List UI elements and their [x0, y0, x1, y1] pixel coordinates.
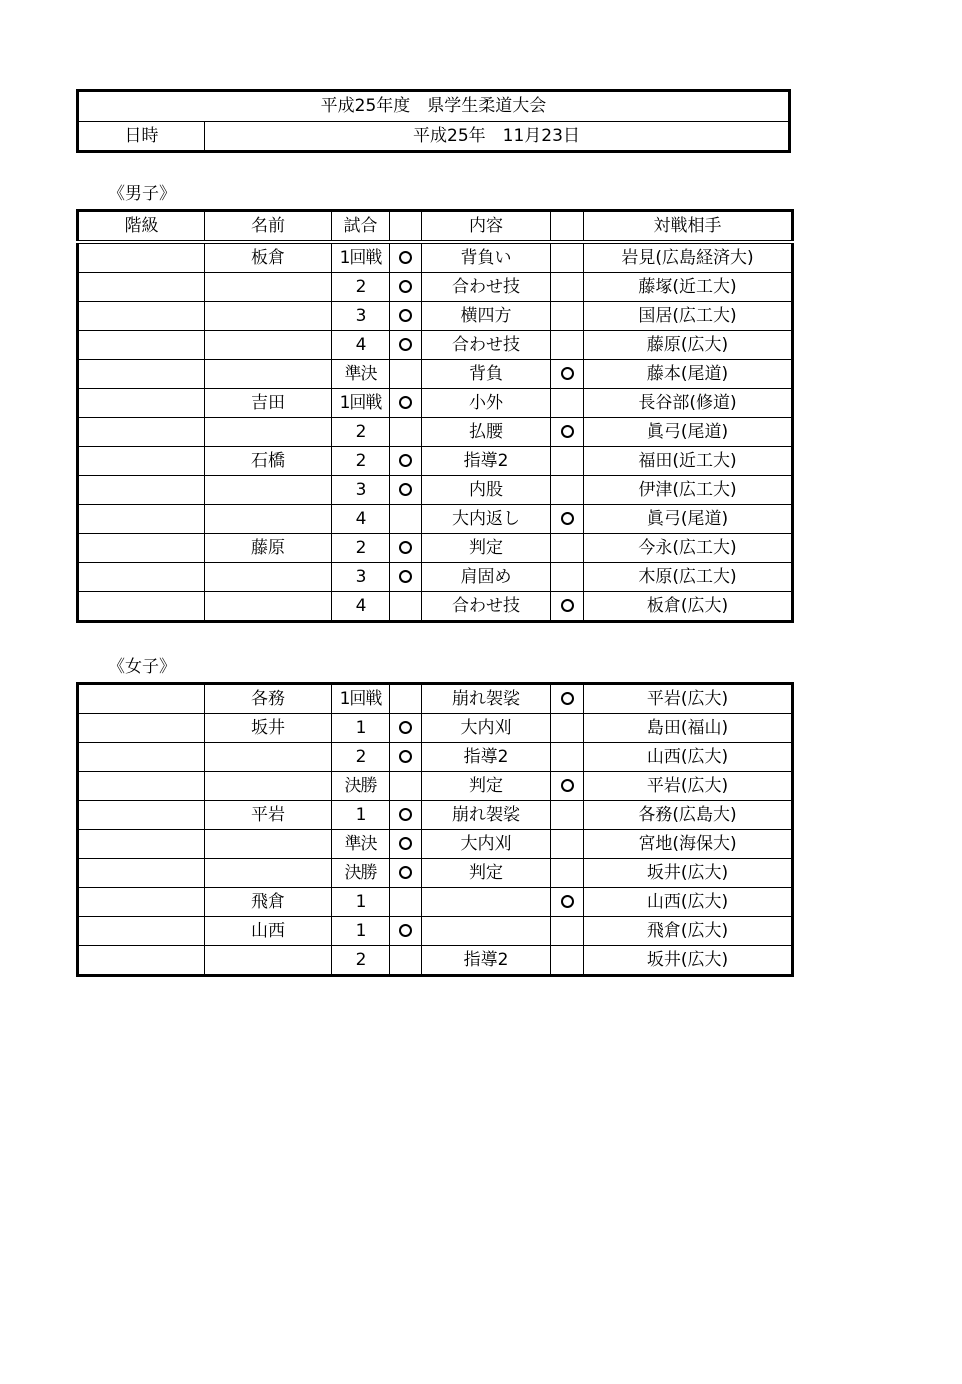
name-cell [205, 476, 332, 505]
circle-mark-icon [399, 866, 412, 879]
opponent-cell: 藤原(広大) [584, 331, 793, 360]
name-cell: 平岩 [205, 801, 332, 830]
lose-mark-cell [551, 563, 584, 592]
men-section-label: 《男子》 [108, 184, 176, 204]
event-title: 平成25年度 県学生柔道大会 [78, 91, 790, 122]
win-mark-cell [390, 302, 422, 331]
lose-mark-cell [551, 743, 584, 772]
table-row [78, 418, 793, 447]
match-cell: 4 [332, 505, 390, 534]
name-cell [205, 743, 332, 772]
table-row [78, 859, 793, 888]
win-mark-cell [390, 505, 422, 534]
match-cell: 1 [332, 888, 390, 917]
circle-mark-icon [561, 779, 574, 792]
win-mark-cell [390, 684, 422, 714]
opponent-cell: 眞弓(尾道) [584, 505, 793, 534]
opponent-cell: 宮地(海保大) [584, 830, 793, 859]
circle-mark-icon [399, 570, 412, 583]
name-cell [205, 859, 332, 888]
class-cell [78, 505, 205, 534]
circle-mark-icon [399, 454, 412, 467]
win-mark-cell [390, 946, 422, 976]
win-mark-cell [390, 592, 422, 622]
table-row [78, 273, 793, 302]
table-row [78, 331, 793, 360]
technique-cell: 判定 [422, 772, 551, 801]
opponent-cell: 木原(広工大) [584, 563, 793, 592]
class-cell [78, 534, 205, 563]
opponent-cell: 坂井(広大) [584, 946, 793, 976]
technique-cell: 肩固め [422, 563, 551, 592]
table-row [78, 946, 793, 976]
circle-mark-icon [561, 895, 574, 908]
technique-cell: 内股 [422, 476, 551, 505]
lose-mark-cell [551, 888, 584, 917]
class-cell [78, 859, 205, 888]
name-cell [205, 946, 332, 976]
table-row [78, 684, 793, 714]
name-cell [205, 418, 332, 447]
win-mark-cell [390, 743, 422, 772]
name-cell [205, 273, 332, 302]
lose-mark-cell [551, 801, 584, 830]
lose-mark-cell [551, 946, 584, 976]
table-row [78, 242, 793, 273]
circle-mark-icon [399, 924, 412, 937]
table-row [78, 772, 793, 801]
table-row [78, 389, 793, 418]
match-cell: 準決 [332, 360, 390, 389]
opponent-cell: 飛倉(広大) [584, 917, 793, 946]
win-mark-cell [390, 772, 422, 801]
opponent-cell: 平岩(広大) [584, 684, 793, 714]
opponent-cell: 板倉(広大) [584, 592, 793, 622]
technique-cell: 小外 [422, 389, 551, 418]
technique-cell: 合わせ技 [422, 592, 551, 622]
technique-cell: 背負い [422, 242, 551, 273]
opponent-cell: 藤本(尾道) [584, 360, 793, 389]
table-row [78, 714, 793, 743]
class-cell [78, 242, 205, 273]
name-cell: 吉田 [205, 389, 332, 418]
name-cell [205, 772, 332, 801]
lose-mark-cell [551, 331, 584, 360]
table-row [78, 563, 793, 592]
class-cell [78, 714, 205, 743]
table-row [78, 360, 793, 389]
table-row [78, 505, 793, 534]
circle-mark-icon [399, 483, 412, 496]
class-cell [78, 331, 205, 360]
class-cell [78, 888, 205, 917]
technique-cell: 判定 [422, 534, 551, 563]
lose-mark-cell [551, 830, 584, 859]
name-cell [205, 360, 332, 389]
col-header-win [390, 211, 422, 243]
name-cell: 山西 [205, 917, 332, 946]
name-cell: 藤原 [205, 534, 332, 563]
opponent-cell: 平岩(広大) [584, 772, 793, 801]
event-date-row [78, 122, 790, 152]
match-cell: 2 [332, 946, 390, 976]
class-cell [78, 302, 205, 331]
match-cell: 1回戦 [332, 242, 390, 273]
technique-cell: 背負 [422, 360, 551, 389]
opponent-cell: 岩見(広島経済大) [584, 242, 793, 273]
circle-mark-icon [399, 808, 412, 821]
win-mark-cell [390, 476, 422, 505]
name-cell [205, 563, 332, 592]
opponent-cell: 福田(近工大) [584, 447, 793, 476]
win-mark-cell [390, 389, 422, 418]
technique-cell: 指導2 [422, 946, 551, 976]
opponent-cell: 今永(広工大) [584, 534, 793, 563]
class-cell [78, 772, 205, 801]
technique-cell: 大内刈 [422, 714, 551, 743]
opponent-cell: 島田(福山) [584, 714, 793, 743]
women-results-table [76, 682, 794, 977]
opponent-cell: 長谷部(修道) [584, 389, 793, 418]
table-row [78, 592, 793, 622]
event-header-table [76, 89, 791, 153]
match-cell: 1回戦 [332, 684, 390, 714]
class-cell [78, 476, 205, 505]
circle-mark-icon [399, 280, 412, 293]
lose-mark-cell [551, 389, 584, 418]
lose-mark-cell [551, 917, 584, 946]
lose-mark-cell [551, 447, 584, 476]
circle-mark-icon [561, 692, 574, 705]
table-header-row [78, 211, 793, 243]
opponent-cell: 国居(広工大) [584, 302, 793, 331]
lose-mark-cell [551, 772, 584, 801]
name-cell [205, 302, 332, 331]
technique-cell: 指導2 [422, 447, 551, 476]
win-mark-cell [390, 418, 422, 447]
class-cell [78, 917, 205, 946]
class-cell [78, 447, 205, 476]
circle-mark-icon [561, 599, 574, 612]
col-header-content: 内容 [422, 211, 551, 243]
opponent-cell: 山西(広大) [584, 743, 793, 772]
class-cell [78, 830, 205, 859]
lose-mark-cell [551, 592, 584, 622]
table-row [78, 476, 793, 505]
class-cell [78, 418, 205, 447]
lose-mark-cell [551, 360, 584, 389]
match-cell: 2 [332, 273, 390, 302]
event-title-row [78, 91, 790, 122]
women-section-label: 《女子》 [108, 657, 176, 677]
lose-mark-cell [551, 505, 584, 534]
win-mark-cell [390, 801, 422, 830]
match-cell: 2 [332, 418, 390, 447]
date-label: 日時 [78, 122, 205, 152]
technique-cell: 合わせ技 [422, 273, 551, 302]
lose-mark-cell [551, 302, 584, 331]
match-cell: 1 [332, 801, 390, 830]
technique-cell [422, 917, 551, 946]
technique-cell: 崩れ袈裟 [422, 684, 551, 714]
name-cell [205, 830, 332, 859]
table-row [78, 917, 793, 946]
technique-cell: 合わせ技 [422, 331, 551, 360]
table-row [78, 743, 793, 772]
technique-cell: 大内返し [422, 505, 551, 534]
win-mark-cell [390, 273, 422, 302]
opponent-cell: 眞弓(尾道) [584, 418, 793, 447]
circle-mark-icon [399, 541, 412, 554]
class-cell [78, 743, 205, 772]
match-cell: 3 [332, 563, 390, 592]
lose-mark-cell [551, 242, 584, 273]
name-cell: 石橋 [205, 447, 332, 476]
opponent-cell: 山西(広大) [584, 888, 793, 917]
name-cell: 各務 [205, 684, 332, 714]
table-row [78, 830, 793, 859]
lose-mark-cell [551, 418, 584, 447]
name-cell [205, 331, 332, 360]
technique-cell: 崩れ袈裟 [422, 801, 551, 830]
circle-mark-icon [399, 721, 412, 734]
circle-mark-icon [561, 425, 574, 438]
table-row [78, 447, 793, 476]
name-cell [205, 592, 332, 622]
win-mark-cell [390, 830, 422, 859]
circle-mark-icon [561, 512, 574, 525]
win-mark-cell [390, 242, 422, 273]
class-cell [78, 389, 205, 418]
class-cell [78, 801, 205, 830]
date-value: 平成25年 11月23日 [205, 122, 790, 152]
circle-mark-icon [399, 338, 412, 351]
win-mark-cell [390, 534, 422, 563]
col-header-name: 名前 [205, 211, 332, 243]
opponent-cell: 各務(広島大) [584, 801, 793, 830]
col-header-lose [551, 211, 584, 243]
lose-mark-cell [551, 859, 584, 888]
technique-cell: 払腰 [422, 418, 551, 447]
opponent-cell: 坂井(広大) [584, 859, 793, 888]
table-row [78, 801, 793, 830]
win-mark-cell [390, 714, 422, 743]
lose-mark-cell [551, 273, 584, 302]
match-cell: 1回戦 [332, 389, 390, 418]
technique-cell: 大内刈 [422, 830, 551, 859]
match-cell: 決勝 [332, 859, 390, 888]
win-mark-cell [390, 888, 422, 917]
circle-mark-icon [399, 251, 412, 264]
win-mark-cell [390, 917, 422, 946]
table-row [78, 534, 793, 563]
match-cell: 3 [332, 476, 390, 505]
match-cell: 決勝 [332, 772, 390, 801]
circle-mark-icon [399, 750, 412, 763]
win-mark-cell [390, 447, 422, 476]
class-cell [78, 592, 205, 622]
circle-mark-icon [399, 396, 412, 409]
technique-cell: 横四方 [422, 302, 551, 331]
lose-mark-cell [551, 684, 584, 714]
col-header-match: 試合 [332, 211, 390, 243]
name-cell: 板倉 [205, 242, 332, 273]
circle-mark-icon [399, 309, 412, 322]
match-cell: 2 [332, 447, 390, 476]
lose-mark-cell [551, 534, 584, 563]
name-cell [205, 505, 332, 534]
col-header-opponent: 対戦相手 [584, 211, 793, 243]
technique-cell: 判定 [422, 859, 551, 888]
match-cell: 2 [332, 534, 390, 563]
match-cell: 4 [332, 331, 390, 360]
opponent-cell: 伊津(広工大) [584, 476, 793, 505]
match-cell: 4 [332, 592, 390, 622]
class-cell [78, 946, 205, 976]
class-cell [78, 360, 205, 389]
class-cell [78, 273, 205, 302]
class-cell [78, 563, 205, 592]
name-cell: 飛倉 [205, 888, 332, 917]
class-cell [78, 684, 205, 714]
circle-mark-icon [399, 837, 412, 850]
technique-cell [422, 888, 551, 917]
win-mark-cell [390, 859, 422, 888]
match-cell: 2 [332, 743, 390, 772]
match-cell: 1 [332, 714, 390, 743]
match-cell: 1 [332, 917, 390, 946]
technique-cell: 指導2 [422, 743, 551, 772]
circle-mark-icon [561, 367, 574, 380]
lose-mark-cell [551, 476, 584, 505]
lose-mark-cell [551, 714, 584, 743]
win-mark-cell [390, 360, 422, 389]
table-row [78, 888, 793, 917]
win-mark-cell [390, 331, 422, 360]
men-results-table [76, 209, 794, 623]
table-row [78, 302, 793, 331]
match-cell: 3 [332, 302, 390, 331]
match-cell: 準決 [332, 830, 390, 859]
col-header-class: 階級 [78, 211, 205, 243]
name-cell: 坂井 [205, 714, 332, 743]
opponent-cell: 藤塚(近工大) [584, 273, 793, 302]
win-mark-cell [390, 563, 422, 592]
